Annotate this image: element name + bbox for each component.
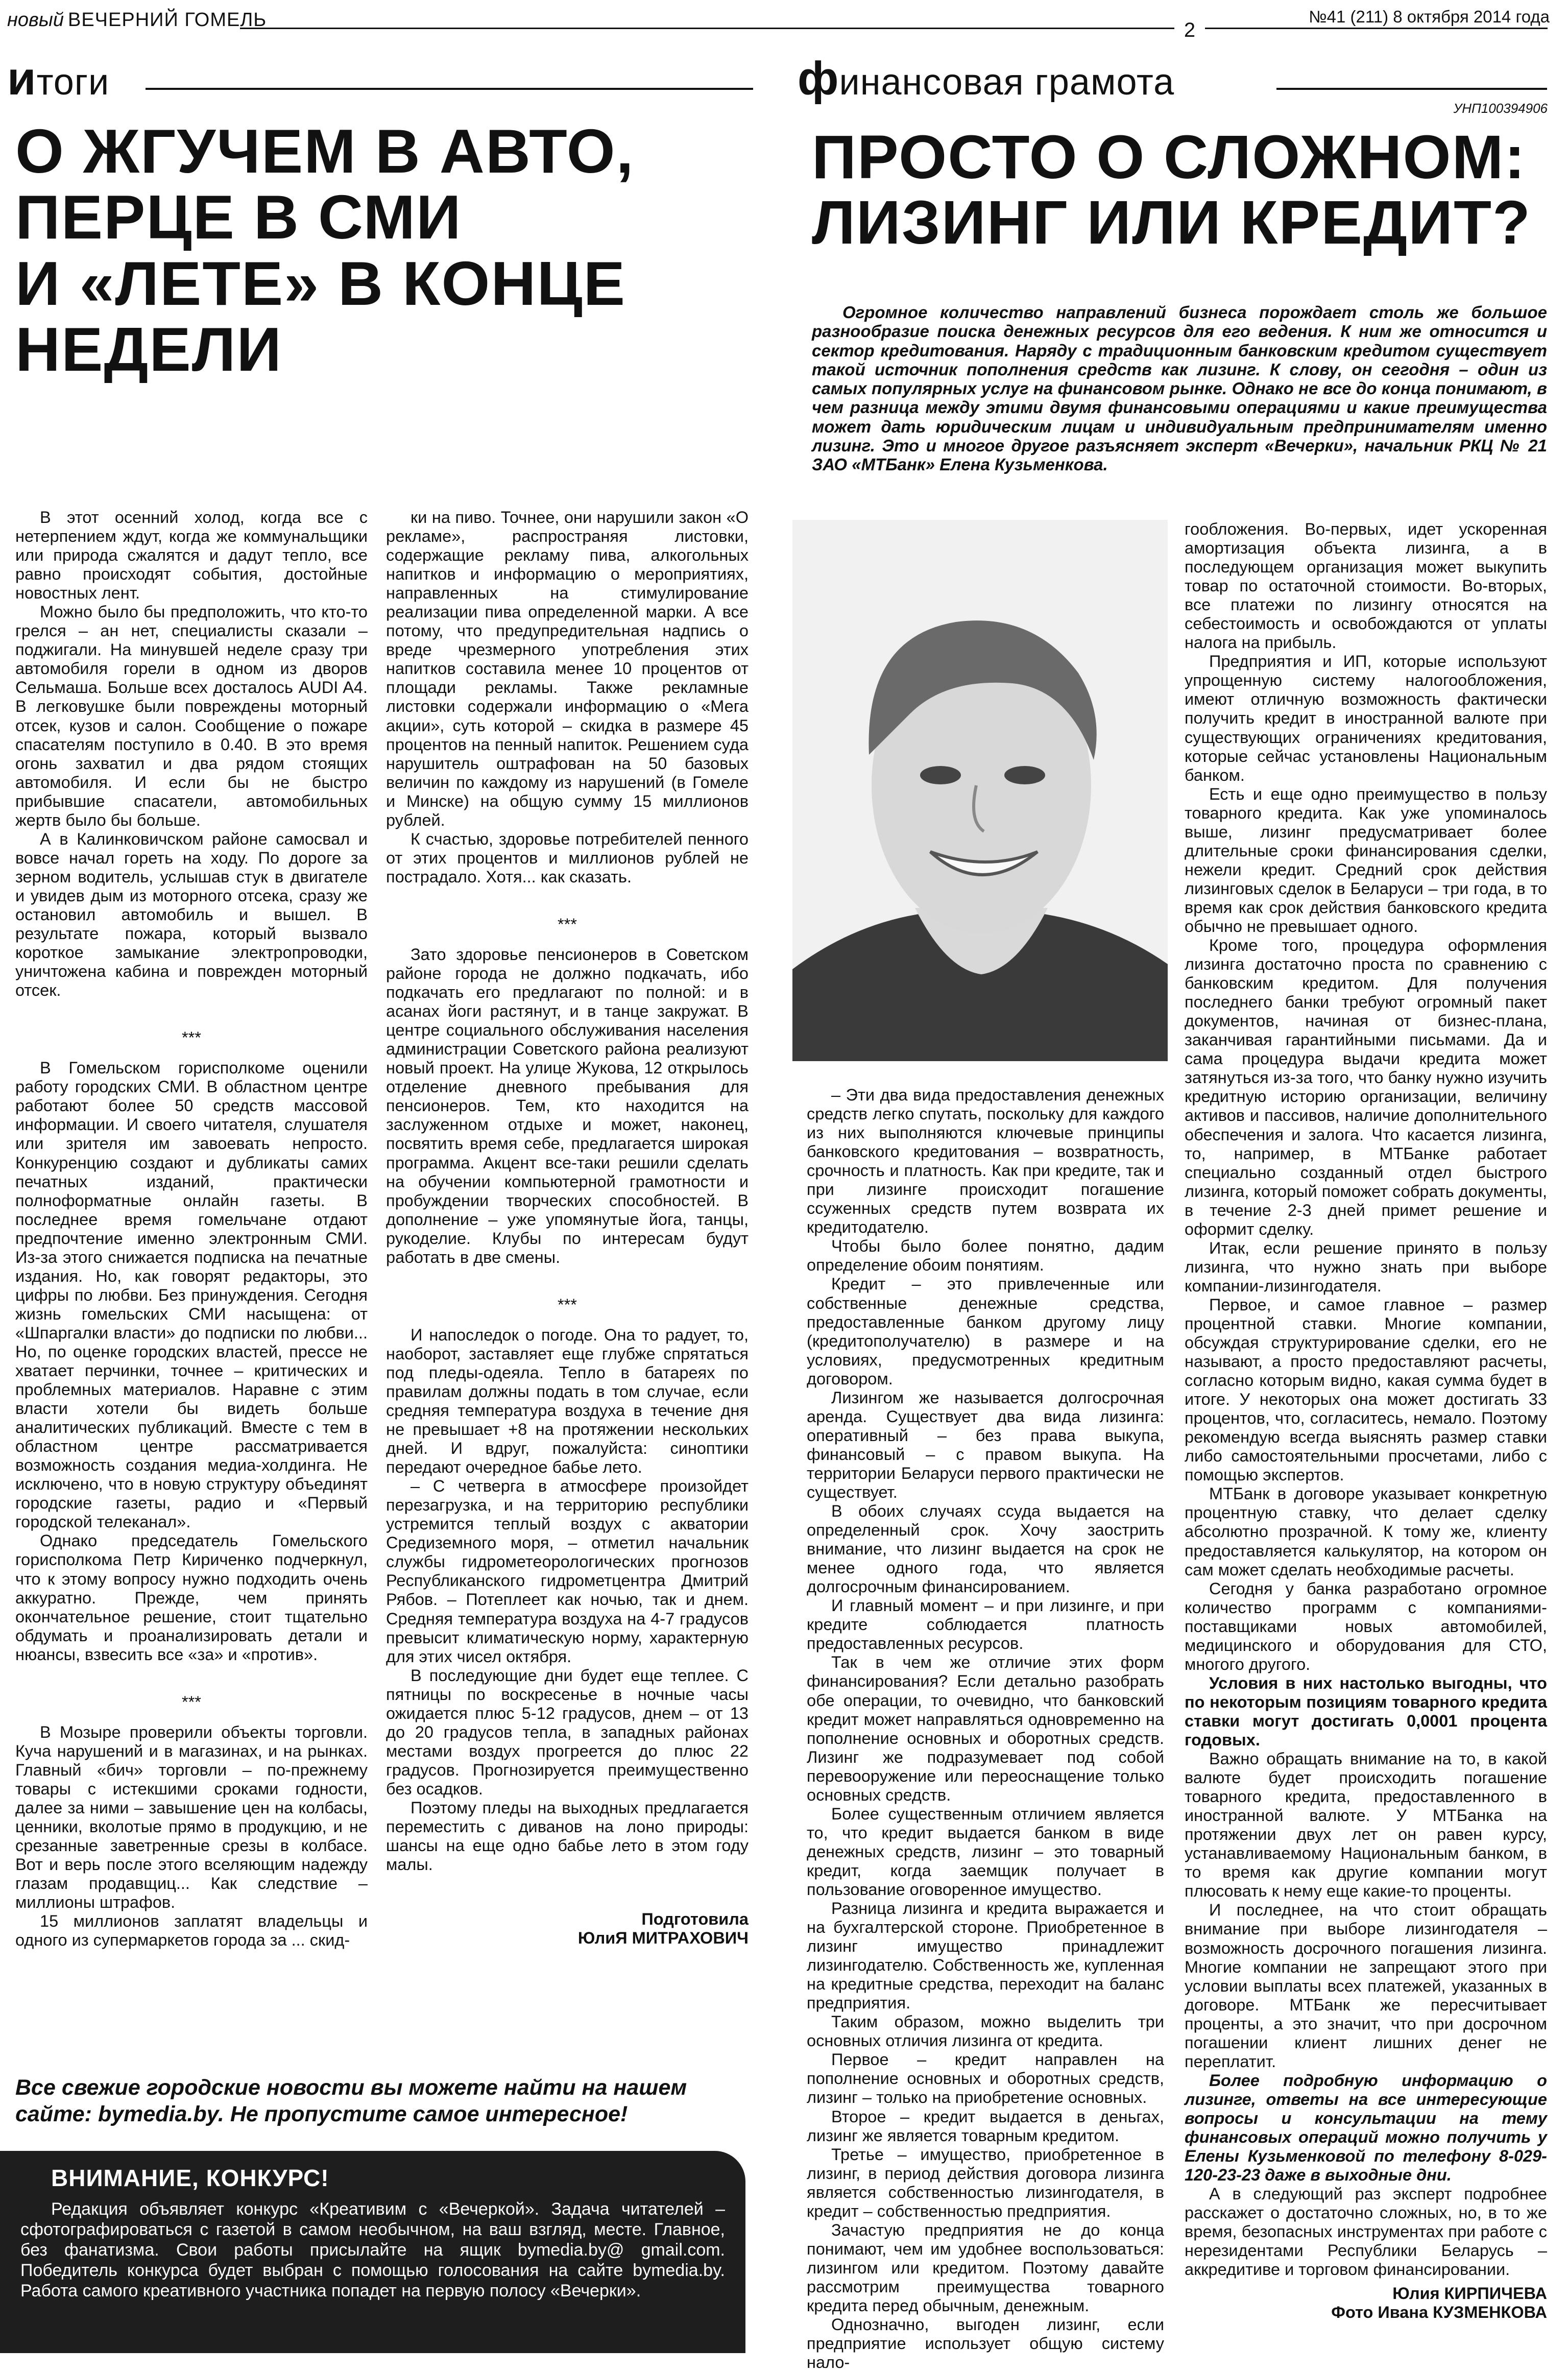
portrait-photo [792, 520, 1168, 1061]
masthead-logo-text: ВЕЧЕРНИЙ ГОМЕЛЬ [67, 9, 267, 31]
page-number: 2 [1174, 17, 1205, 43]
masthead [0, 0, 1568, 39]
contest-box [0, 2151, 745, 2353]
section-title-itogi: итоги [7, 53, 110, 105]
contest-title: ВНИМАНИЕ, КОНКУРС! [51, 2165, 329, 2191]
issue-info: №41 (211) 8 октября 2014 года [1309, 7, 1550, 26]
article-column-2: ки на пиво. Точнее, они нарушили закон «О рекламе», распространяя листовки, содержащие рекламу пива, алкогольных напитков и информацию о мероприятиях, направленных на стимулирование реализации пива определенной марки. А все потому, что предупредительная надпись о вреде чрезмерного употребления этих напитков составила менее 10 процентов от площади рекламы. Также рекламные листовки содержали информацию о «Мега акции», суть которой – скидка в размере 45 процентов на пенный напиток. Решением суда нарушитель оштрафован на 50 базовых величин по каждому из нарушений (в Гомеле и Минске) на общую сумму 15 миллионов рублей. К счастью, здоровье потребителей пенного от этих процентов и миллионов рублей не пострадало. Хотя... как сказать. *** Зато здоровье пенсионеров в Советском районе города не должно подкачать, ибо подкачать его предлагают по полной: и в асанах йоги растянут, и в танце закружат. В центре социального обслуживания населения администрации Советского района реализуют новый проект. На улице Жукова, 12 открылось отделение дневного пребывания для пенсионеров. Тем, кто находится на заслуженном отдыхе и может, наконец, посвятить время себе, предлагается широкая программа. Акцент все-таки решили сделать на обучении компьютерной грамотности и пробуждении творческих способностей. В дополнение – уже упомянутые йога, танцы, рукоделие. Клубы по интересам будут работать в две смены. *** И напоследок о погоде. Она то радует, то, наоборот, заставляет еще глубже спрятаться под пледы-одеяла. Тепло в батареях по правилам должны подать в том случае, если средняя температура воздуха в течение дня не превышает +8 на протяжении нескольких дней. И вдруг, пожалуйста: синоптики передают очередное бабье лето. – С четверга в атмосфере произойдет перезагрузка, и на территорию республики устремится теплый воздух с акватории Средиземного моря, – отметил начальник службы гидрометеорологических прогнозов Республиканского гидрометцентра Дмитрий Рябов. – Потеплеет как ночью, так и днем. Средняя температура воздуха на 4-7 градусов превысит климатическую норму, характерную для этих чисел октября. В последующие дни будет еще теплее. С пятницы по воскресенье в ночные часы ожидается плюс 5-12 градусов, днем – от 13 до 20 градусов тепла, в западных районах местами воздух прогреется до плюс 22 градусов. Прогнозируется преимущественно без осадков. Поэтому пледы на выходных предлагается переместить с диванов на лоно природы: шансы на еще одно бабье лето в этом году малы. Подготовила ЮлиЯ МИТРАХОВИЧ [386, 508, 749, 1948]
portrait-illustration [792, 520, 1168, 1061]
article-column-4: гообложения. Во-первых, идет ускоренная амортизация объекта лизинга, а в последующем организация может выкупить товар по остаточной стоимости. Во-вторых, все платежи по лизингу относятся на себестоимость и освобождаются от уплаты налога на прибыль. Предприятия и ИП, которые используют упрощенную систему налогообложения, имеют отличную возможность фактически получить кредит в иностранной валюте при существующих ограничениях кредитования, которые сейчас установлены Национальным банком. Есть и еще одно преимущество в пользу товарного кредита. Как уже упоминалось выше, лизинг предусматривает более длительные сроки финансирования сделки, нежели кредит. Средний срок действия лизинговых сделок в Беларуси – три года, в то время как срок действия банковского кредита обычно не превышает одного. Кроме того, процедура оформления лизинга достаточно проста по сравнению с банковским кредитом. Для получения последнего банки требуют огромный пакет документов, начиная от бизнес-плана, заканчивая гарантийными письмами. Да и сама процедура выдачи кредита может затянуться из-за того, что банку нужно изучить кредитную историю организации, величину активов и пассивов, наличие дополнительного обеспечения и залога. Что касается лизинга, то, например, в МТБанке работает специально созданный отдел быстрого лизинга, который поможет собрать документы, в течение 2-3 дней примет решение и оформит сделку. Итак, если решение принято в пользу лизинга, что нужно знать при выборе компании-лизингодателя. Первое, и самое главное – размер процентной ставки. Многие компании, обсуждая структурирование сделки, его не называют, а просто предоставляют расчеты, согласно которым видно, какая сумма будет в итоге. У некоторых она может достигать 33 процентов, что, согласитесь, немало. Поэтому рекомендую всегда выяснять размер ставки либо самостоятельными просчетами, либо с помощью экспертов. МТБанк в договоре указывает конкретную процентную ставку, что делает сделку абсолютно прозрачной. К тому же, клиенту предоставляется калькулятор, на котором он сам может сделать необходимые расчеты. Сегодня у банка разработано огромное количество программ с компаниями-поставщиками новых автомобилей, медицинского и оборудования для СТО, многого другого. Условия в них настолько выгодны, что по некоторым позициям товарного кредита ставки могут достигать 0,0001 процента годовых. Важно обращать внимание на то, в какой валюте будет происходить погашение товарного кредита, предоставленного в иностранной валюте. У МТБанка на протяжении двух лет он равен курсу, устанавливаемому Национальным банком, в то время как другие компании могут плюсовать к нему еще какие-то проценты. И последнее, на что стоит обращать внимание при выборе лизингодателя – возможность досрочного погашения лизинга. Многие компании не запрещают этого при условии выплаты всех платежей, указанных в договоре. МТБанк же пересчитывает проценты, а это значит, что при досрочном погашении клиент лишних денег не переплатит. Более подробную информацию о лизинге, ответы на все интересующие вопросы и консультации на тему финансовых операций можно получить у Елены Кузьменковой по телефону 8-029-120-23-23 даже в выходные дни. А в следующий раз эксперт подробнее расскажет о достаточно сложных, но, в то же время, безопасных инструментах при работе с нерезидентами Республики Беларусь – аккредитиве и торговом финансировании. Юлия КИРПИЧЕВА Фото Ивана КУЗМЕНКОВА [1185, 520, 1547, 2322]
lead-paragraph: Огромное количество направлений бизнеса порождает столь же большое разнообразие поиска денежных ресурсов для его ведения. К ним же относится и сектор кредитования. Наряду с традиционным банковским кредитом существует такой источник пополнения средств как лизинг. К слову, он сегодня – один из самых популярных услуг на финансовом рынке. Однако не все до конца понимают, в чем разница между этими двумя финансовыми операциями и какие преимущества может дать юридическим лицам и индивидуальным предпринимателям именно лизинг. Это и многое другое разъясняет эксперт «Вечерки», начальник РКЦ № 21 ЗАО «МТБанк» Елена Кузьменкова. [812, 303, 1547, 474]
headline-right: ПРОСТО О СЛОЖНОМ: ЛИЗИНГ ИЛИ КРЕДИТ? [812, 122, 1531, 257]
contest-text: Редакция объявляет конкурс «Креативим с «Вечеркой». Задача читателей – сфотографироваться с газетой в самом необычном, на ваш взгляд, месте. Главное, без фанатизма. Свои работы присылайте на ящик bymedia.by@ gmail.com. Победитель конкурса будет выбран с помощью голосования на сайте bymedia.by. Работа самого креативного участника попадет на первую полосу «Вечерки». [20, 2199, 725, 2301]
article-column-1: В этот осенний холод, когда все с нетерпением ждут, когда же коммунальщики или природа сжалятся и дадут тепло, все равно происходят события, достойные новостных лент. Можно было бы предположить, что кто-то грелся – ан нет, специалисты сказали – поджигали. На минувшей неделе сразу три автомобиля горели в одном из дворов Сельмаша. Больше всех досталось AUDI A4. В легковушке были повреждены моторный отсек, кузов и салон. Сообщение о пожаре спасателям поступило в 0.40. В это время огонь захватил и два рядом стоящих автомобиля. И если бы не быстро прибывшие спасатели, автомобильных жертв было бы больше. А в Калинковичском районе самосвал и вовсе начал гореть на ходу. По дороге за зерном водитель, услышав стук в двигателе и увидев дым из моторного отсека, сразу же остановил автомобиль и вышел. В результате пожара, который вызвало короткое замыкание электропроводки, уничтожена кабина и поврежден моторный отсек. *** В Гомельском горисполкоме оценили работу городских СМИ. В областном центре работают более 50 средств массовой информации. И своего читателя, слушателя или зрителя им завоевать непросто. Конкуренцию создают и дубликаты самих печатных изданий, практически полноформатные онлайн газеты. В последнее время гомельчане отдают предпочтение именно электронным СМИ. Из-за этого снижается подписка на печатные издания. Но, как говорят редакторы, это цифры по любви. Без принуждения. Сегодня жизнь гомельских СМИ насыщена: от «Шпаргалки власти» до подписки по любви... Но, по оценке городских властей, прессе не хватает перчинки, точнее – критических и проблемных материалов. Наравне с этим власти хотели бы видеть больше аналитических публикаций. Вместе с тем в областном центре рассматривается возможность создания медиа-холдинга. Не исключено, что в новую структуру объединят городские газеты, радио и «Первый городской телеканал». Однако председатель Гомельского горисполкома Петр Кириченко подчеркнул, что к этому вопросу нужно подходить очень аккуратно. Прежде, чем принять окончательное решение, стоит тщательно обдумать и проанализировать детали и нюансы, взвесить все «за» и «против». *** В Мозыре проверили объекты торговли. Куча нарушений и в магазинах, и на рынках. Главный «бич» торговли – по-прежнему товары с истекшими сроками годности, далее за ними – завышение цен на колбасы, ценники, вколотые прямо в продукцию, и не срезанные заветренные срезы в колбасе. Вот и верь после этого вселяющим надежду глазам продавщиц... Как следствие – миллионы штрафов. 15 миллионов заплатят владельцы и одного из супермаркетов города за ... скид- [15, 508, 368, 1950]
section-rule-right [1276, 88, 1547, 90]
headline-left: О ЖГУЧЕМ В АВТО, ПЕРЦЕ В СМИ И «ЛЕТЕ» В КОНЦЕ НЕДЕЛИ [15, 116, 635, 384]
promo-text: Все свежие городские новости вы можете найти на нашем сайте: bymedia.by. Не пропустите самое интересное! [15, 2075, 687, 2126]
section-title-finance: финансовая грамота [798, 53, 1175, 105]
section-rule-left [146, 88, 753, 90]
unp-code: УНП100394906 [1453, 101, 1548, 116]
article-column-3: – Эти два вида предоставления денежных средств легко спутать, поскольку для каждого из них выполняются ключевые принципы банковского кредитования – возвратность, срочность и платность. Как при кредите, так и при лизинге происходит погашение ссуженных средств путем возврата их кредитодателю. Чтобы было более понятно, дадим определение обоим понятиям. Кредит – это привлеченные или собственные денежные средства, предоставленные банком другому лицу (кредитополучателю) в размере и на условиях, предусмотренных кредитным договором. Лизингом же называется долгосрочная аренда. Существует два вида лизинга: оперативный – без права выкупа, финансовый – с правом выкупа. На территории Беларуси первого практически не существует. В обоих случаях ссуда выдается на определенный срок. Хочу заострить внимание, что лизинг выдается на срок не менее одного года, что является долгосрочным финансированием. И главный момент – и при лизинге, и при кредите соблюдается платность предоставленных ресурсов. Так в чем же отличие этих форм финансирования? Если детально разобрать обе операции, то очевидно, что банковский кредит может направляться одновременно на пополнение основных и оборотных средств. Лизинг же подразумевает под собой перевооружение или переоснащение только основных средств. Более существенным отличием является то, что кредит выдается банком в виде денежных средств, лизинг – это товарный кредит, когда заемщик получает в пользование оговоренное имущество. Разница лизинга и кредита выражается и на бухгалтерской стороне. Приобретенное в лизинг имущество принадлежит лизингодателю. Собственность же, купленная на кредитные средства, переходит на баланс предприятия. Таким образом, можно выделить три основных отличия лизинга от кредита. Первое – кредит направлен на пополнение основных и оборотных средств, лизинг – только на приобретение основных. Второе – кредит выдается в деньгах, лизинг же является товарным кредитом. Третье – имущество, приобретенное в лизинг, в период действия договора лизинга является собственностью лизингодателя, в кредит – собственностью предприятия. Зачастую предприятия не до конца понимают, чем им удобнее воспользоваться: лизингом или кредитом. Поэтому давайте рассмотрим преимущества товарного кредита перед обычным, денежным. Однозначно, выгоден лизинг, если предприятие использует общую систему нало- [807, 1086, 1164, 2372]
signature-left: Подготовила ЮлиЯ МИТРАХОВИЧ [577, 1910, 749, 1948]
masthead-logo [7, 9, 267, 31]
signature-right: Юлия КИРПИЧЕВА Фото Ивана КУЗМЕНКОВА [1331, 2284, 1547, 2322]
masthead-logo-small: новый [7, 9, 64, 31]
masthead-rule [240, 28, 1548, 29]
